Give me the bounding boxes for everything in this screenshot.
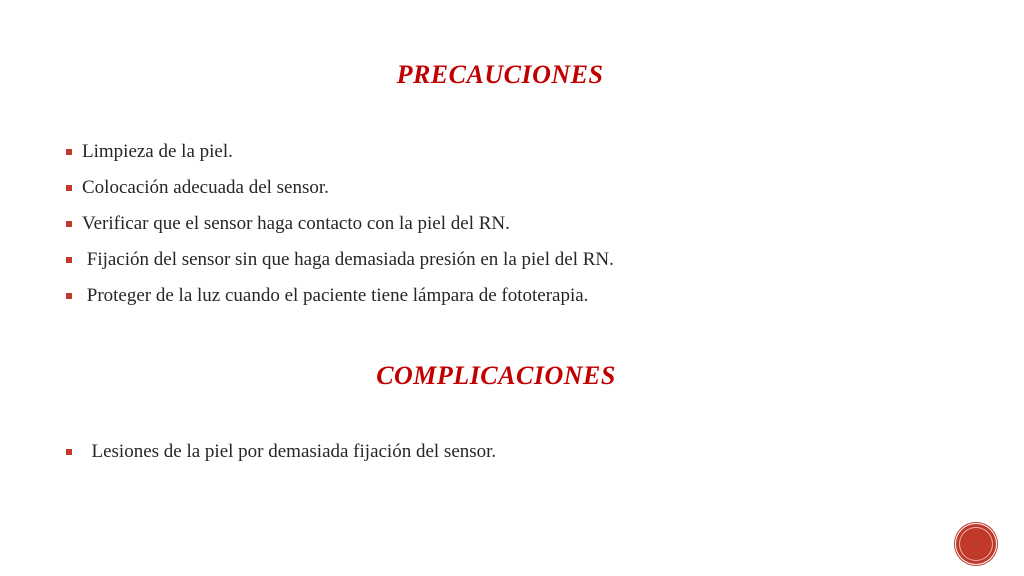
square-bullet-icon [66, 149, 72, 155]
list-item-text: Colocación adecuada del sensor. [82, 177, 329, 198]
list-item-text: Proteger de la luz cuando el paciente tiene lámpara de fototerapia. [82, 285, 589, 306]
list-item [66, 440, 496, 476]
square-bullet-icon [66, 257, 72, 263]
list-item-text: Verificar que el sensor haga contacto con la piel del RN. [82, 213, 510, 234]
square-bullet-icon [66, 221, 72, 227]
section-title-complicaciones: COMPLICACIONES [376, 361, 616, 390]
precauciones-list [66, 140, 614, 320]
list-item [66, 140, 614, 176]
list-item [66, 248, 614, 284]
list-item [66, 212, 614, 248]
square-bullet-icon [66, 449, 72, 455]
square-bullet-icon [66, 185, 72, 191]
section-title-precauciones: PRECAUCIONES [396, 60, 604, 89]
square-bullet-icon [66, 293, 72, 299]
list-item-text: Fijación del sensor sin que haga demasiada presión en la piel del RN. [82, 249, 614, 270]
list-item [66, 176, 614, 212]
list-item-text: Lesiones de la piel por demasiada fijación del sensor. [82, 441, 497, 462]
badge-ring-icon [959, 527, 993, 561]
list-item [66, 284, 614, 320]
slide-number-badge [955, 523, 997, 565]
complicaciones-list [66, 440, 496, 476]
list-item-text: Limpieza de la piel. [82, 141, 233, 162]
